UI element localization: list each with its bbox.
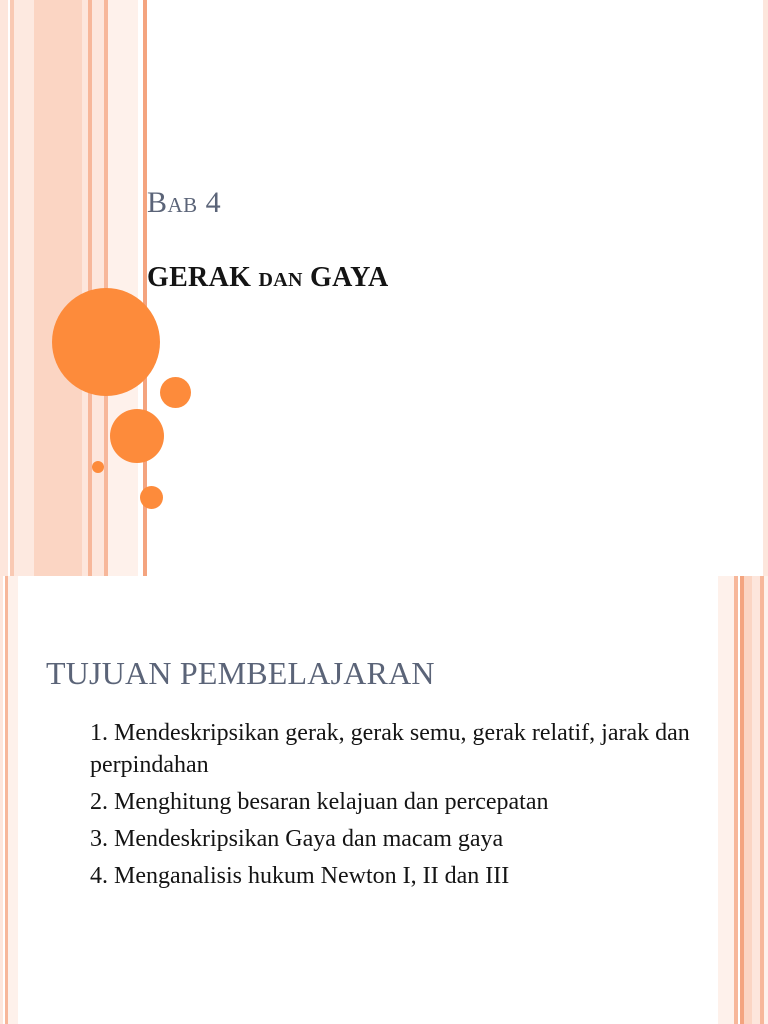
- slide-title: [147, 262, 389, 294]
- decorative-stripe: [734, 576, 738, 1024]
- decorative-stripe: [718, 576, 734, 1024]
- slide-heading: TUJUAN PEMBELAJARAN: [46, 655, 435, 691]
- decorative-stripe: [8, 576, 18, 1024]
- objectives-slide: [0, 576, 768, 1024]
- objective-item: 1. Mendeskripsikan gerak, gerak semu, gerak relatif, jarak dan perpindahan: [90, 720, 690, 778]
- decorative-circle-tiny: [92, 461, 104, 473]
- decorative-stripe: [763, 0, 768, 576]
- title-part-1: GERAK: [147, 262, 252, 293]
- title-connector: dan: [258, 262, 303, 293]
- chapter-label: Bab 4: [147, 186, 222, 219]
- decorative-stripe: [34, 0, 82, 576]
- decorative-stripe: [0, 0, 8, 576]
- decorative-circle-medium: [110, 409, 164, 463]
- decorative-stripe: [14, 0, 34, 576]
- decorative-stripe: [744, 576, 752, 1024]
- decorative-stripe: [764, 576, 768, 1024]
- title-part-2: GAYA: [310, 262, 389, 293]
- objective-item: 3. Mendeskripsikan Gaya dan macam gaya: [90, 826, 504, 852]
- decorative-circle-large: [52, 288, 160, 396]
- objective-item: 4. Menganalisis hukum Newton I, II dan III: [90, 863, 510, 889]
- decorative-circle-small: [140, 486, 163, 509]
- decorative-stripe: [0, 576, 3, 1024]
- objectives-list: [90, 717, 700, 897]
- decorative-stripe: [752, 576, 760, 1024]
- decorative-circle-small: [160, 377, 191, 408]
- objective-item: 2. Menghitung besaran kelajuan dan percepatan: [90, 789, 549, 815]
